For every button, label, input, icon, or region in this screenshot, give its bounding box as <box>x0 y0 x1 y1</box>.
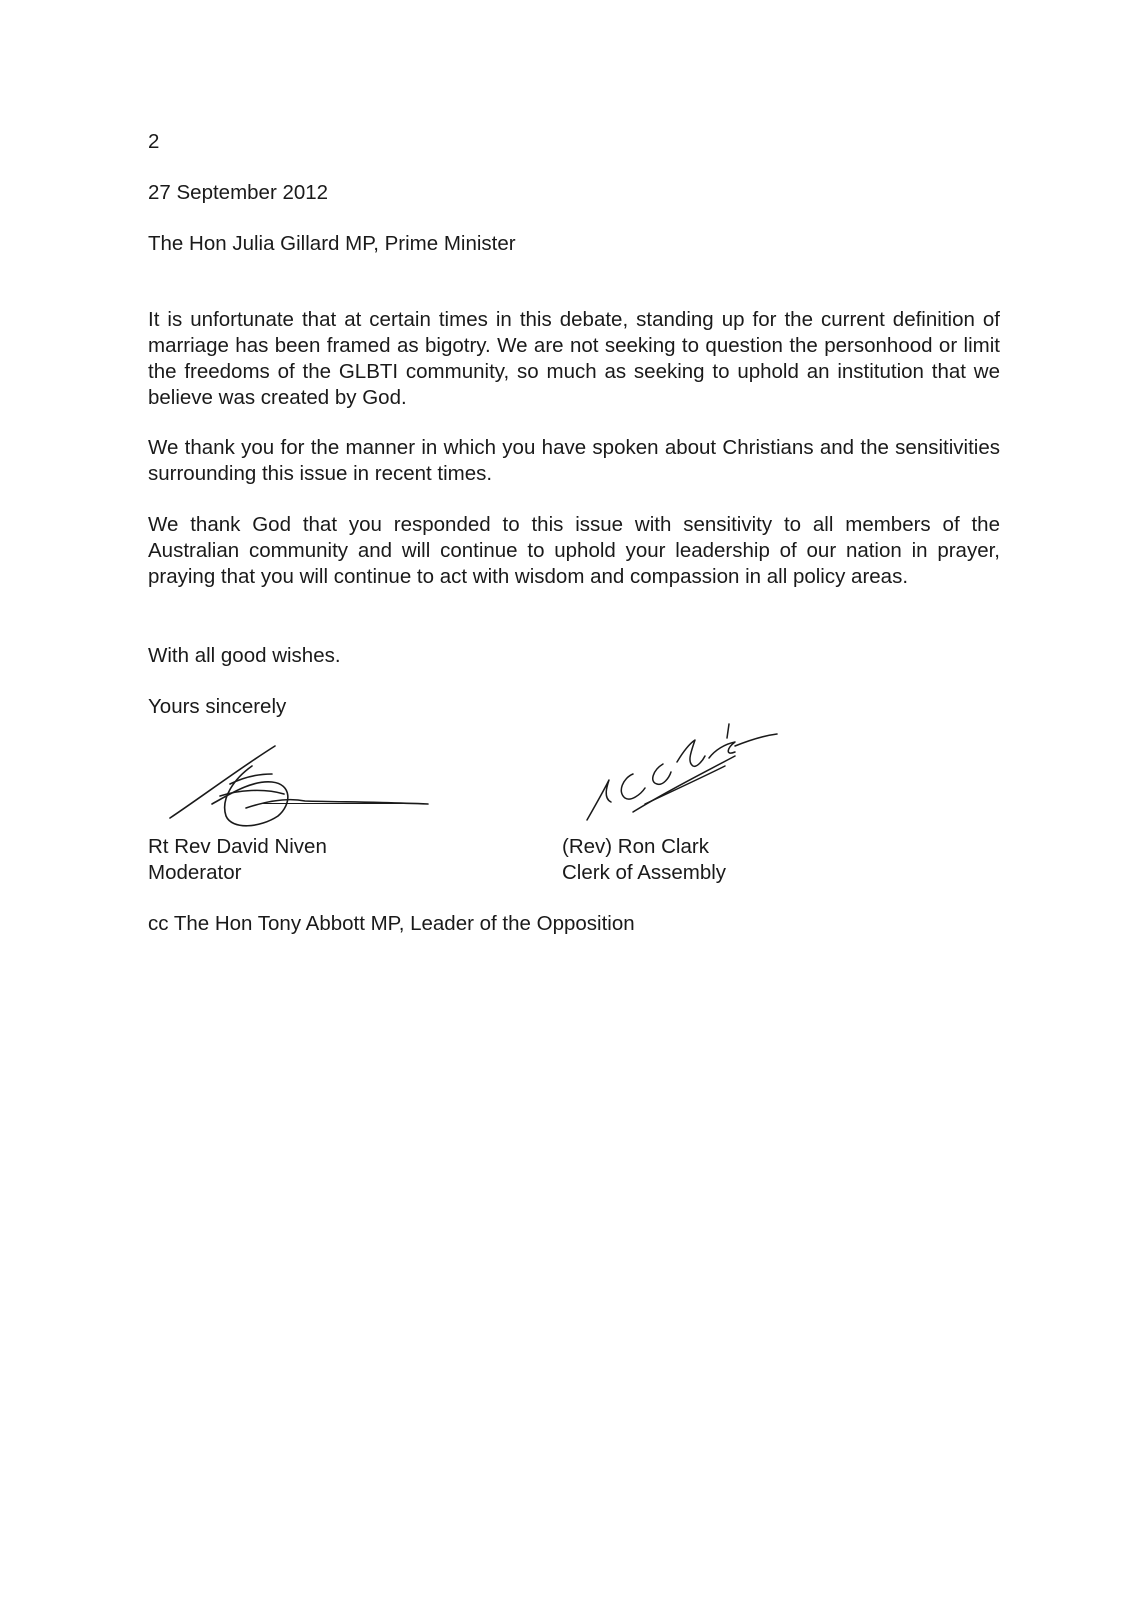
page-number: 2 <box>148 130 160 153</box>
signatory-block-1 <box>148 834 327 886</box>
sign-off: Yours sincerely <box>148 695 287 718</box>
signatory-block-2 <box>562 834 726 886</box>
letter-date: 27 September 2012 <box>148 181 329 204</box>
signatory-name: (Rev) Ron Clark <box>562 835 709 858</box>
signatory-title: Moderator <box>148 861 242 884</box>
closing-wish: With all good wishes. <box>148 644 341 667</box>
body-paragraph-1: It is unfortunate that at certain times in this debate, standing up for the current definition of marriage has been framed as bigotry. We are not seeking to question the personhood or limit the freedoms of the GLBTI community, so much as seeking to uphold an institution that we believe was created by God. <box>148 308 1000 409</box>
signature-line <box>262 803 424 804</box>
signature-ron-clark <box>585 722 795 822</box>
signature-david-niven <box>160 738 440 833</box>
cc-line: cc The Hon Tony Abbott MP, Leader of the Opposition <box>148 912 635 935</box>
body-paragraph-3: We thank God that you responded to this issue with sensitivity to all members of the Australian community and will continue to uphold your leadership of our nation in prayer, praying that you will continue to act with wisdom and compassion in all policy areas. <box>148 513 1000 588</box>
signatory-title: Clerk of Assembly <box>562 861 727 884</box>
body-paragraph-2: We thank you for the manner in which you have spoken about Christians and the sensitivities surrounding this issue in recent times. <box>148 436 1000 485</box>
recipient-line: The Hon Julia Gillard MP, Prime Minister <box>148 232 516 255</box>
signatory-name: Rt Rev David Niven <box>148 835 327 858</box>
